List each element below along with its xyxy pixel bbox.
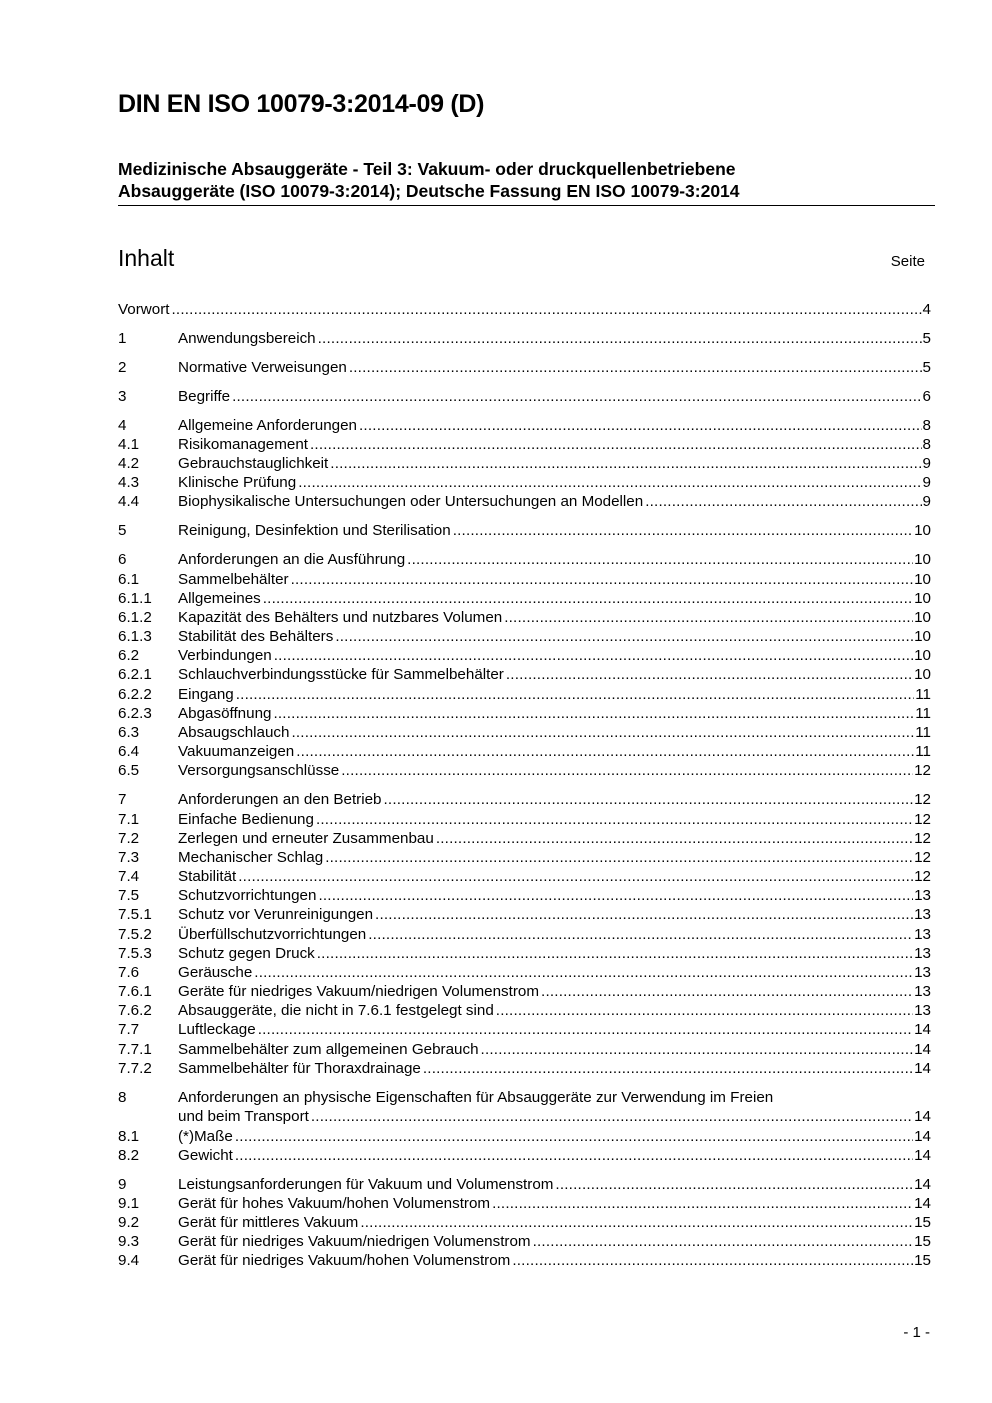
toc-entry-number: 7.5.1 — [118, 906, 152, 923]
toc-entry[interactable] — [118, 886, 931, 905]
toc-entry-number: 6.1.2 — [118, 609, 152, 626]
toc-entry-title: Anwendungsbereich — [178, 330, 316, 347]
toc-entry-number: 1 — [118, 330, 127, 347]
toc-entry[interactable] — [118, 435, 931, 454]
toc-entry-title: Vorwort — [118, 301, 170, 318]
toc-entry-number: 7.6.2 — [118, 1002, 152, 1019]
toc-entry[interactable] — [118, 867, 931, 886]
toc-entry-title: Kapazität des Behälters und nutzbares Volumen — [178, 609, 503, 626]
toc-entry-title: Vakuumanzeigen — [178, 743, 295, 760]
toc-entry-number: 2 — [118, 359, 127, 376]
toc-entry-page: 12 — [914, 830, 931, 847]
toc-entry-page: 5 — [922, 359, 931, 376]
toc-entry-number: 7.7.2 — [118, 1060, 152, 1077]
toc-entry-page: 15 — [914, 1233, 931, 1250]
toc-entry-number: 4.4 — [118, 493, 140, 510]
toc-entry-page: 11 — [915, 724, 931, 741]
toc-entry-page: 13 — [914, 906, 931, 923]
toc-entry-page: 14 — [914, 1041, 931, 1058]
toc-entry-page: 8 — [922, 417, 931, 434]
toc-entry-number: 6.2 — [118, 647, 140, 664]
toc-entry-number: 7.3 — [118, 849, 140, 866]
toc-dot-leader — [254, 963, 913, 982]
toc-entry-page: 14 — [914, 1176, 931, 1193]
toc-entry-number: 9 — [118, 1176, 127, 1193]
toc-entry-number: 9.2 — [118, 1214, 140, 1231]
toc-entry-page: 10 — [914, 571, 931, 588]
toc-dot-leader — [317, 944, 913, 963]
toc-entry[interactable] — [118, 925, 931, 944]
contents-heading: Inhalt — [118, 245, 175, 271]
toc-entry[interactable] — [118, 685, 931, 704]
toc-entry-page: 12 — [914, 791, 931, 808]
toc-entry-number: 6.1.3 — [118, 628, 152, 645]
toc-entry-page: 12 — [914, 811, 931, 828]
toc-dot-leader — [291, 570, 914, 589]
toc-entry-number: 9.1 — [118, 1195, 140, 1212]
toc-entry-page: 10 — [914, 522, 931, 539]
toc-entry-page: 12 — [914, 868, 931, 885]
toc-entry-title: Begriffe — [178, 388, 231, 405]
toc-entry[interactable] — [118, 550, 931, 569]
toc-entry[interactable] — [118, 646, 931, 665]
toc-entry-title: Schutz vor Verunreinigungen — [178, 906, 374, 923]
toc-entry-number: 7.2 — [118, 830, 140, 847]
toc-entry-title: Luftleckage — [178, 1021, 256, 1038]
toc-dot-leader — [330, 454, 921, 473]
toc-dot-leader — [375, 905, 913, 924]
toc-entry-title: Verbindungen — [178, 647, 272, 664]
toc-dot-leader — [310, 435, 922, 454]
toc-entry-page: 4 — [922, 301, 931, 318]
toc-entry-title: Sammelbehälter zum allgemeinen Gebrauch — [178, 1041, 479, 1058]
toc-entry[interactable] — [118, 723, 931, 742]
toc-dot-leader — [263, 589, 913, 608]
toc-dot-leader — [238, 867, 913, 886]
toc-entry[interactable] — [118, 627, 931, 646]
document-title: DIN EN ISO 10079-3:2014-09 (D) — [118, 90, 485, 118]
toc-dot-leader — [232, 387, 921, 406]
toc-entry-number: 6.1.1 — [118, 590, 152, 607]
toc-entry[interactable] — [118, 521, 931, 540]
toc-entry[interactable] — [118, 1213, 931, 1232]
page-number: - 1 - — [903, 1324, 930, 1341]
toc-entry-page: 10 — [914, 628, 931, 645]
toc-entry-number: 4.3 — [118, 474, 140, 491]
toc-dot-leader — [316, 810, 913, 829]
toc-entry-page: 13 — [914, 964, 931, 981]
toc-dot-leader — [291, 723, 914, 742]
toc-entry-number: 8.2 — [118, 1147, 140, 1164]
toc-entry-page: 5 — [922, 330, 931, 347]
toc-dot-leader — [258, 1020, 913, 1039]
toc-dot-leader — [492, 1194, 913, 1213]
toc-entry-number: 4 — [118, 417, 127, 434]
toc-entry-number: 7.5.2 — [118, 926, 152, 943]
toc-entry-number: 7.5 — [118, 887, 140, 904]
toc-dot-leader — [453, 521, 913, 540]
toc-entry-number: 7 — [118, 791, 127, 808]
toc-entry[interactable] — [118, 387, 931, 406]
toc-entry[interactable] — [118, 810, 931, 829]
toc-dot-leader — [296, 742, 914, 761]
toc-entry-page: 12 — [914, 849, 931, 866]
toc-entry[interactable] — [118, 963, 931, 982]
toc-entry-title-line1: Anforderungen an physische Eigenschaften für Absauggeräte zur Verwendung im Freien — [178, 1089, 774, 1106]
toc-dot-leader — [368, 925, 913, 944]
toc-entry-number: 5 — [118, 522, 127, 539]
toc-entry-title: Sammelbehälter für Thoraxdrainage — [178, 1060, 421, 1077]
toc-entry-number: 8 — [118, 1089, 127, 1106]
toc-entry[interactable] — [118, 473, 931, 492]
toc-dot-leader — [504, 608, 913, 627]
toc-entry-page: 10 — [914, 590, 931, 607]
toc-entry[interactable] — [118, 1059, 931, 1078]
toc-entry-title: Zerlegen und erneuter Zusammenbau — [178, 830, 434, 847]
toc-dot-leader — [645, 492, 921, 511]
toc-entry-title: (*)Maße — [178, 1128, 233, 1145]
toc-entry-page: 9 — [922, 493, 931, 510]
toc-entry-page: 12 — [914, 762, 931, 779]
toc-entry-title: Gerät für hohes Vakuum/hohen Volumenstrom — [178, 1195, 491, 1212]
toc-entry-page: 15 — [914, 1214, 931, 1231]
toc-entry-number: 7.7.1 — [118, 1041, 152, 1058]
toc-entry-number: 6.1 — [118, 571, 140, 588]
toc-entry-page: 9 — [922, 455, 931, 472]
title-divider — [118, 205, 935, 206]
toc-entry[interactable] — [118, 848, 931, 867]
toc-entry-title: Anforderungen an die Ausführung — [178, 551, 406, 568]
toc-entry-title: Gewicht — [178, 1147, 233, 1164]
toc-entry-number: 4.2 — [118, 455, 140, 472]
toc-entry-title: Geräte für niedriges Vakuum/niedrigen Volumenstrom — [178, 983, 540, 1000]
toc-entry-title: Gerät für niedriges Vakuum/hohen Volumenstrom — [178, 1252, 511, 1269]
toc-dot-leader — [407, 550, 913, 569]
toc-entry[interactable] — [118, 1146, 931, 1165]
toc-entry-title: Schutzvorrichtungen — [178, 887, 317, 904]
toc-dot-leader — [298, 473, 921, 492]
toc-entry-page: 14 — [914, 1060, 931, 1077]
subtitle-line-1: Medizinische Absauggeräte - Teil 3: Vakuum- oder druckquellenbetriebene — [118, 159, 736, 179]
toc-dot-leader — [512, 1251, 913, 1270]
toc-entry[interactable] — [118, 829, 931, 848]
toc-entry-title: Reinigung, Desinfektion und Sterilisation — [178, 522, 451, 539]
toc-entry[interactable] — [118, 665, 931, 684]
toc-dot-leader — [318, 886, 913, 905]
toc-entry-title: Absaugschlauch — [178, 724, 290, 741]
toc-dot-leader — [235, 1146, 913, 1165]
toc-entry[interactable] — [118, 982, 931, 1001]
toc-entry-page: 10 — [914, 609, 931, 626]
toc-entry-page: 13 — [914, 887, 931, 904]
toc-entry-page: 14 — [914, 1108, 931, 1125]
toc-entry-title: Mechanischer Schlag — [178, 849, 324, 866]
toc-entry[interactable] — [118, 358, 931, 377]
toc-entry-title: Risikomanagement — [178, 436, 308, 453]
toc-entry-title: Normative Verweisungen — [178, 359, 347, 376]
toc-entry-page: 14 — [914, 1195, 931, 1212]
toc-entry-title: Schutz gegen Druck — [178, 945, 315, 962]
toc-entry-number: 9.4 — [118, 1252, 140, 1269]
toc-entry-title: Gebrauchstauglichkeit — [178, 455, 329, 472]
toc-dot-leader — [533, 1232, 914, 1251]
toc-entry-page: 13 — [914, 945, 931, 962]
toc-entry-number: 6.4 — [118, 743, 140, 760]
toc-entry-title: Leistungsanforderungen für Vakuum und Volumenstrom — [178, 1176, 554, 1193]
toc-entry-title: Allgemeines — [178, 590, 261, 607]
toc-entry-page: 13 — [914, 983, 931, 1000]
toc-dot-leader — [172, 300, 922, 319]
toc-dot-leader — [541, 982, 913, 1001]
toc-entry-title: Absauggeräte, die nicht in 7.6.1 festgelegt sind — [178, 1002, 494, 1019]
toc-entry-page: 14 — [914, 1021, 931, 1038]
toc-entry-number: 7.6 — [118, 964, 140, 981]
toc-entry-title: Schlauchverbindungsstücke für Sammelbehälter — [178, 666, 504, 683]
toc-dot-leader — [423, 1059, 913, 1078]
toc-entry-number: 7.4 — [118, 868, 140, 885]
toc-dot-leader — [236, 685, 914, 704]
toc-entry-page: 11 — [915, 743, 931, 760]
toc-dot-leader — [325, 848, 913, 867]
toc-entry[interactable] — [118, 1001, 931, 1020]
toc-dot-leader — [335, 627, 913, 646]
toc-entry[interactable] — [118, 454, 931, 473]
toc-dot-leader — [555, 1175, 913, 1194]
toc-entry-page: 14 — [914, 1128, 931, 1145]
toc-dot-leader — [318, 329, 922, 348]
toc-entry-number: 6.3 — [118, 724, 140, 741]
toc-entry-title: Versorgungsanschlüsse — [178, 762, 340, 779]
toc-dot-leader — [349, 358, 922, 377]
toc-entry-page: 10 — [914, 647, 931, 664]
toc-dot-leader — [384, 790, 914, 809]
toc-dot-leader — [235, 1127, 913, 1146]
toc-dot-leader — [506, 665, 913, 684]
toc-entry[interactable] — [118, 1175, 931, 1194]
toc-entry-title: Biophysikalische Untersuchungen oder Untersuchungen an Modellen — [178, 493, 644, 510]
toc-entry-number: 7.1 — [118, 811, 140, 828]
toc-entry[interactable] — [118, 1127, 931, 1146]
toc-dot-leader — [481, 1040, 914, 1059]
toc-entry[interactable] — [118, 1040, 931, 1059]
toc-entry[interactable] — [118, 1194, 931, 1213]
toc-entry-title: Allgemeine Anforderungen — [178, 417, 358, 434]
toc-entry[interactable] — [118, 300, 931, 319]
toc-entry-page: 6 — [922, 388, 931, 405]
subtitle-line-2: Absauggeräte (ISO 10079-3:2014); Deutsche Fassung EN ISO 10079-3:2014 — [118, 181, 740, 201]
toc-entry-page: 14 — [914, 1147, 931, 1164]
toc-entry-title: Sammelbehälter — [178, 571, 289, 588]
toc-entry-number: 9.3 — [118, 1233, 140, 1250]
toc-entry-number: 6 — [118, 551, 127, 568]
toc-entry[interactable] — [118, 1251, 931, 1270]
toc-entry-page: 13 — [914, 1002, 931, 1019]
toc-dot-leader — [360, 1213, 913, 1232]
toc-entry-title: Gerät für niedriges Vakuum/niedrigen Volumenstrom — [178, 1233, 531, 1250]
toc-entry-title: Überfüllschutzvorrichtungen — [178, 926, 367, 943]
toc-entry-title: Stabilität — [178, 868, 237, 885]
toc-entry-page: 11 — [915, 686, 931, 703]
toc-entry-page: 9 — [922, 474, 931, 491]
toc-entry-title: Stabilität des Behälters — [178, 628, 334, 645]
page-column-label: Seite — [890, 253, 925, 270]
toc-dot-leader — [436, 829, 913, 848]
toc-entry[interactable] — [118, 1088, 931, 1126]
toc-entry-page: 11 — [915, 705, 931, 722]
toc-entry-number: 7.7 — [118, 1021, 140, 1038]
toc-entry-number: 7.5.3 — [118, 945, 152, 962]
toc-entry-number: 3 — [118, 388, 127, 405]
toc-dot-leader — [311, 1107, 913, 1126]
toc-entry[interactable] — [118, 790, 931, 809]
toc-entry-title: Eingang — [178, 686, 234, 703]
toc-entry-page: 10 — [914, 666, 931, 683]
toc-entry-number: 4.1 — [118, 436, 140, 453]
toc-dot-leader — [273, 704, 914, 723]
toc-entry[interactable] — [118, 944, 931, 963]
toc-entry-number: 6.5 — [118, 762, 140, 779]
toc-entry[interactable] — [118, 1232, 931, 1251]
toc-entry-title: Gerät für mittleres Vakuum — [178, 1214, 359, 1231]
toc-entry-page: 13 — [914, 926, 931, 943]
document-subtitle — [118, 158, 938, 202]
toc-entry-number: 8.1 — [118, 1128, 140, 1145]
toc-entry-title: und beim Transport — [178, 1108, 309, 1125]
toc-entry[interactable] — [118, 905, 931, 924]
toc-entry-page: 8 — [922, 436, 931, 453]
toc-dot-leader — [274, 646, 913, 665]
toc-entry-title: Anforderungen an den Betrieb — [178, 791, 382, 808]
toc-entry[interactable] — [118, 589, 931, 608]
toc-dot-leader — [341, 761, 913, 780]
toc-entry[interactable] — [118, 329, 931, 348]
toc-entry[interactable] — [118, 1020, 931, 1039]
toc-entry[interactable] — [118, 742, 931, 761]
toc-dot-leader — [359, 416, 922, 435]
toc-entry-number: 6.2.3 — [118, 705, 152, 722]
toc-entry-title: Abgasöffnung — [178, 705, 272, 722]
toc-entry[interactable] — [118, 492, 931, 511]
toc-entry[interactable] — [118, 761, 931, 780]
toc-entry-title: Einfache Bedienung — [178, 811, 314, 828]
toc-entry-number: 7.6.1 — [118, 983, 152, 1000]
toc-dot-leader — [496, 1001, 913, 1020]
toc-entry-page: 15 — [914, 1252, 931, 1269]
toc-entry-title: Geräusche — [178, 964, 253, 981]
toc-entry-number: 6.2.1 — [118, 666, 152, 683]
toc-entry[interactable] — [118, 608, 931, 627]
toc-entry[interactable] — [118, 704, 931, 723]
toc-entry[interactable] — [118, 570, 931, 589]
toc-entry-page: 10 — [914, 551, 931, 568]
toc-entry-number: 6.2.2 — [118, 686, 152, 703]
toc-entry-title: Klinische Prüfung — [178, 474, 297, 491]
toc-entry[interactable] — [118, 416, 931, 435]
